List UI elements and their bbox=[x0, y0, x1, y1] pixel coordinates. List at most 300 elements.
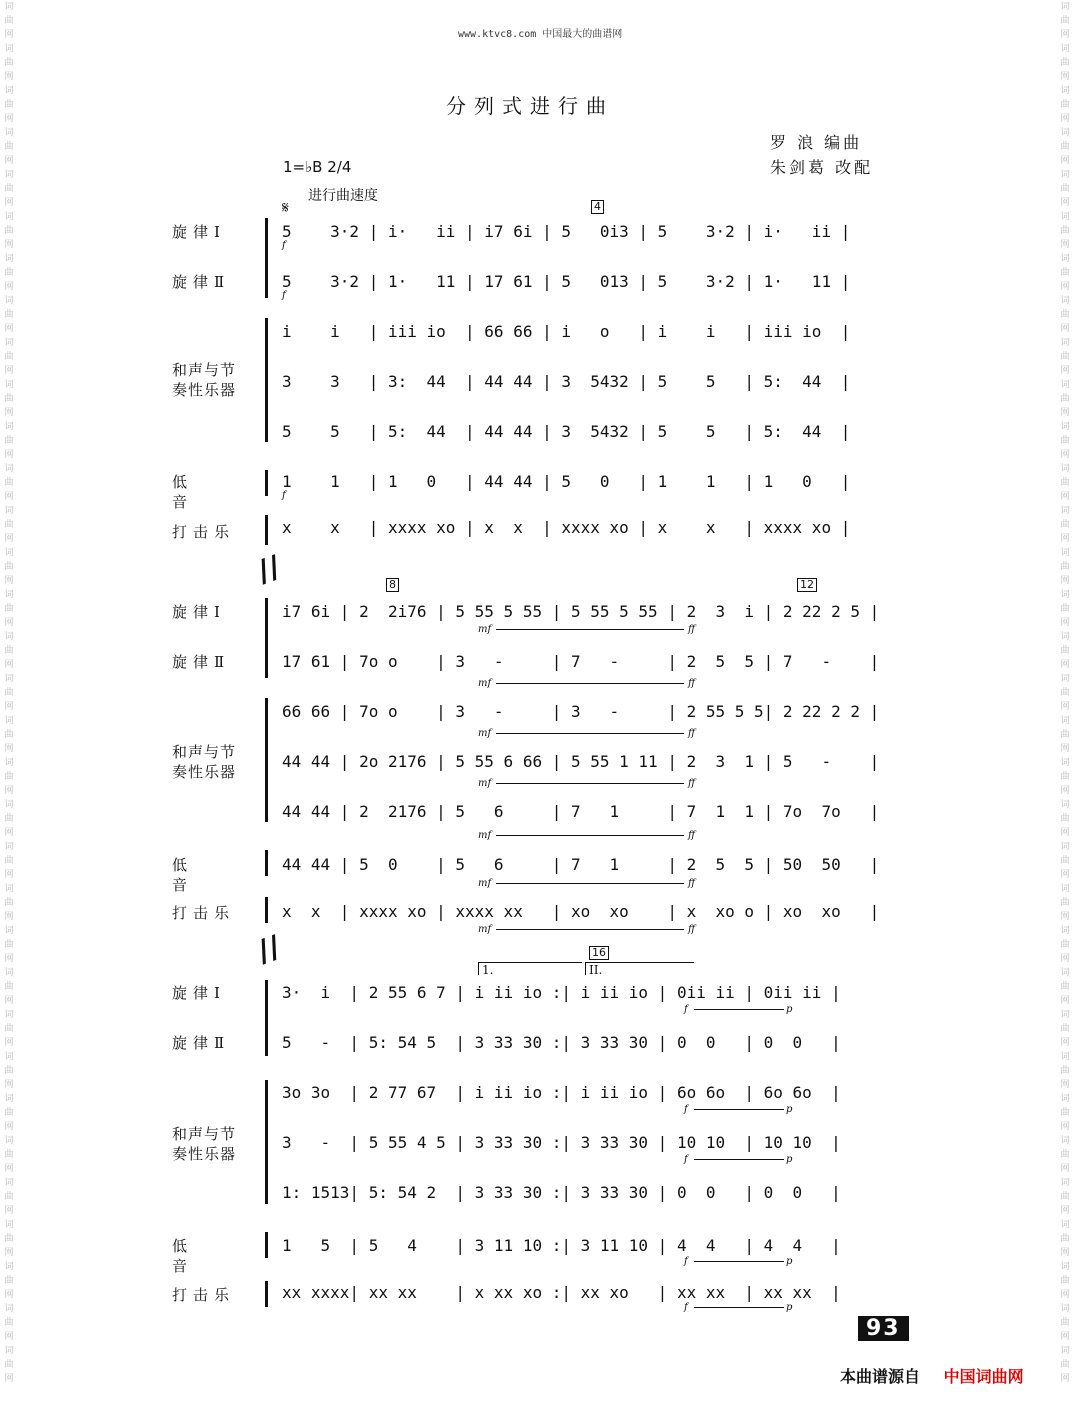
melody-bracket-s2 bbox=[265, 598, 268, 678]
dyn-ff-4: ff bbox=[688, 778, 696, 789]
watermark-char: 词 bbox=[4, 1094, 14, 1104]
watermark-char: 词 bbox=[4, 128, 14, 138]
decrescendo-2 bbox=[694, 1109, 784, 1110]
system2-melody1: i7 6i | 2 2i76 | 5 55 5 55 | 5 55 5 55 | 2 3 i | 2 22 2 5 | bbox=[282, 602, 880, 621]
watermark-char: 词 bbox=[4, 884, 14, 894]
watermark-char: 曲 bbox=[1060, 772, 1070, 782]
system3-melody1: 3· i | 2 55 6 7 | i ii io :| i ii io | 0ii ii | 0ii ii | bbox=[282, 983, 841, 1002]
dyn-f-2: f bbox=[282, 290, 286, 301]
rehearsal-mark-16: 16 bbox=[589, 946, 609, 960]
watermark-char: 网 bbox=[1060, 1290, 1070, 1300]
watermark-char: 词 bbox=[1060, 1304, 1070, 1314]
perc-bracket-s2 bbox=[265, 897, 268, 923]
watermark-char: 网 bbox=[1060, 870, 1070, 880]
watermark-char: 词 bbox=[4, 254, 14, 264]
watermark-char: 词 bbox=[4, 422, 14, 432]
watermark-char: 词 bbox=[4, 716, 14, 726]
system1-bass: 1 1 | 1 0 | 44 44 | 5 0 | 1 1 | 1 0 | bbox=[282, 472, 851, 491]
watermark-char: 曲 bbox=[1060, 310, 1070, 320]
page-number: 93 bbox=[858, 1316, 909, 1341]
watermark-char: 曲 bbox=[4, 814, 14, 824]
dyn-f-s3-2: f bbox=[684, 1104, 688, 1115]
decrescendo-4 bbox=[694, 1261, 784, 1262]
watermark-char: 曲 bbox=[4, 730, 14, 740]
decrescendo-1 bbox=[694, 1009, 784, 1010]
watermark-char: 曲 bbox=[1060, 436, 1070, 446]
watermark-char: 词 bbox=[4, 674, 14, 684]
watermark-char: 曲 bbox=[1060, 856, 1070, 866]
watermark-char: 词 bbox=[4, 1136, 14, 1146]
watermark-char: 网 bbox=[1060, 660, 1070, 670]
watermark-char: 词 bbox=[4, 338, 14, 348]
watermark-char: 曲 bbox=[1060, 226, 1070, 236]
watermark-char: 曲 bbox=[4, 184, 14, 194]
watermark-char: 网 bbox=[1060, 324, 1070, 334]
watermark-char: 曲 bbox=[1060, 478, 1070, 488]
bass-bracket-s3 bbox=[265, 1232, 268, 1258]
watermark-char: 词 bbox=[1060, 716, 1070, 726]
watermark-char: 曲 bbox=[4, 352, 14, 362]
credit-arranger: 罗 浪 编曲 bbox=[770, 133, 863, 152]
watermark-char: 网 bbox=[1060, 240, 1070, 250]
watermark-char: 网 bbox=[4, 198, 14, 208]
system1-harm2: 3 3 | 3: 44 | 44 44 | 3 5432 | 5 5 | 5: 44 | bbox=[282, 372, 851, 391]
watermark-char: 网 bbox=[1060, 534, 1070, 544]
watermark-char: 曲 bbox=[1060, 940, 1070, 950]
system-break-2: // bbox=[252, 929, 286, 970]
watermark-char: 曲 bbox=[1060, 646, 1070, 656]
decrescendo-5 bbox=[694, 1307, 784, 1308]
watermark-char: 网 bbox=[1060, 1122, 1070, 1132]
watermark-char: 词 bbox=[4, 296, 14, 306]
left-watermark-strip bbox=[0, 0, 18, 1413]
label-bass: 低音 bbox=[172, 473, 218, 511]
dyn-ff-5: ff bbox=[688, 830, 696, 841]
perc-bracket bbox=[265, 515, 268, 545]
system3-melody2: 5 - | 5: 54 5 | 3 33 30 :| 3 33 30 | 0 0 | 0 0 | bbox=[282, 1033, 841, 1052]
label-melody1-s3: 旋律Ⅰ bbox=[172, 984, 226, 1002]
dyn-mf-4: mf bbox=[478, 778, 492, 789]
watermark-char: 网 bbox=[4, 660, 14, 670]
watermark-char: 网 bbox=[4, 408, 14, 418]
watermark-char: 词 bbox=[4, 464, 14, 474]
watermark-char: 词 bbox=[1060, 590, 1070, 600]
watermark-char: 曲 bbox=[4, 1024, 14, 1034]
watermark-char: 曲 bbox=[1060, 1234, 1070, 1244]
watermark-char: 网 bbox=[1060, 1164, 1070, 1174]
watermark-char: 网 bbox=[4, 870, 14, 880]
watermark-char: 曲 bbox=[4, 268, 14, 278]
system1-harm3: 5 5 | 5: 44 | 44 44 | 3 5432 | 5 5 | 5: 44 | bbox=[282, 422, 851, 441]
label-harmony-s3: 和声与节 奏性乐器 bbox=[172, 1125, 237, 1163]
source-prefix: 本曲谱源自 bbox=[840, 1367, 921, 1386]
watermark-char: 词 bbox=[1060, 884, 1070, 894]
watermark-char: 曲 bbox=[4, 16, 14, 26]
watermark-char: 词 bbox=[1060, 548, 1070, 558]
system1-melody2: 5 3·2 | 1· 11 | 17 61 | 5 013 | 5 3·2 | 1· 11 | bbox=[282, 272, 851, 291]
watermark-char: 词 bbox=[1060, 128, 1070, 138]
watermark-char: 曲 bbox=[4, 1066, 14, 1076]
dyn-ff-6: ff bbox=[688, 878, 696, 889]
label-melody2: 旋律Ⅱ bbox=[172, 273, 231, 291]
watermark-char: 网 bbox=[1060, 1248, 1070, 1258]
watermark-char: 词 bbox=[1060, 968, 1070, 978]
dyn-p-4: p bbox=[786, 1256, 793, 1267]
watermark-char: 网 bbox=[1060, 1206, 1070, 1216]
watermark-char: 词 bbox=[1060, 926, 1070, 936]
dyn-f-s3-5: f bbox=[684, 1302, 688, 1313]
watermark-char: 曲 bbox=[4, 142, 14, 152]
watermark-char: 网 bbox=[1060, 1374, 1070, 1384]
watermark-char: 词 bbox=[1060, 1220, 1070, 1230]
dyn-p-5: p bbox=[786, 1302, 793, 1313]
watermark-char: 曲 bbox=[1060, 394, 1070, 404]
watermark-char: 词 bbox=[1060, 170, 1070, 180]
watermark-char: 曲 bbox=[4, 58, 14, 68]
system2-bass: 44 44 | 5 0 | 5 6 | 7 1 | 2 5 5 | 50 50 | bbox=[282, 855, 880, 874]
watermark-char: 曲 bbox=[4, 1318, 14, 1328]
watermark-char: 词 bbox=[4, 590, 14, 600]
watermark-char: 网 bbox=[1060, 576, 1070, 586]
watermark-char: 网 bbox=[4, 30, 14, 40]
volta-2: II. bbox=[585, 962, 694, 975]
watermark-char: 曲 bbox=[1060, 898, 1070, 908]
dyn-f-3: f bbox=[282, 490, 286, 501]
watermark-char: 曲 bbox=[4, 226, 14, 236]
watermark-char: 曲 bbox=[4, 940, 14, 950]
label-melody2-s2: 旋律Ⅱ bbox=[172, 653, 231, 671]
watermark-char: 网 bbox=[1060, 114, 1070, 124]
watermark-char: 曲 bbox=[4, 394, 14, 404]
watermark-char: 词 bbox=[1060, 1136, 1070, 1146]
system2-harm3: 44 44 | 2 2176 | 5 6 | 7 1 | 7 1 1 | 7o 7o | bbox=[282, 802, 880, 821]
watermark-char: 词 bbox=[4, 758, 14, 768]
watermark-char: 网 bbox=[4, 618, 14, 628]
watermark-char: 网 bbox=[4, 786, 14, 796]
watermark-char: 词 bbox=[4, 44, 14, 54]
watermark-char: 词 bbox=[1060, 1052, 1070, 1062]
watermark-char: 词 bbox=[4, 842, 14, 852]
system2-melody2: 17 61 | 7o o | 3 - | 7 - | 2 5 5 | 7 - | bbox=[282, 652, 880, 671]
watermark-char: 词 bbox=[4, 86, 14, 96]
watermark-char: 曲 bbox=[1060, 1024, 1070, 1034]
watermark-char: 曲 bbox=[4, 100, 14, 110]
watermark-char: 词 bbox=[1060, 464, 1070, 474]
watermark-char: 词 bbox=[1060, 44, 1070, 54]
watermark-char: 曲 bbox=[4, 562, 14, 572]
watermark-char: 网 bbox=[1060, 156, 1070, 166]
key-signature: 1=♭B 2/4 bbox=[283, 158, 352, 176]
watermark-char: 词 bbox=[1060, 842, 1070, 852]
watermark-char: 词 bbox=[4, 1010, 14, 1020]
label-harmony-s2: 和声与节 奏性乐器 bbox=[172, 743, 237, 781]
watermark-char: 网 bbox=[4, 576, 14, 586]
label-percussion-s3: 打击乐 bbox=[172, 1286, 236, 1304]
watermark-char: 词 bbox=[4, 2, 14, 12]
melody-bracket-s3 bbox=[265, 980, 268, 1056]
harmony-bracket-s2 bbox=[265, 698, 268, 822]
watermark-char: 词 bbox=[4, 632, 14, 642]
watermark-char: 网 bbox=[4, 702, 14, 712]
watermark-char: 曲 bbox=[4, 1360, 14, 1370]
watermark-char: 网 bbox=[4, 1290, 14, 1300]
watermark-char: 曲 bbox=[1060, 520, 1070, 530]
dyn-f-s3-4: f bbox=[684, 1256, 688, 1267]
watermark-char: 曲 bbox=[4, 604, 14, 614]
watermark-char: 网 bbox=[4, 450, 14, 460]
watermark-char: 词 bbox=[1060, 1346, 1070, 1356]
watermark-char: 曲 bbox=[1060, 268, 1070, 278]
system1-melody1: 5 3·2 | i· ii | i7 6i | 5 0i3 | 5 3·2 | i· ii | bbox=[282, 222, 851, 241]
watermark-char: 曲 bbox=[4, 898, 14, 908]
dyn-ff-1: ff bbox=[688, 624, 696, 635]
watermark-char: 词 bbox=[4, 1220, 14, 1230]
watermark-char: 曲 bbox=[1060, 142, 1070, 152]
watermark-char: 词 bbox=[4, 800, 14, 810]
watermark-char: 网 bbox=[4, 744, 14, 754]
watermark-char: 词 bbox=[4, 212, 14, 222]
dyn-f-s3-3: f bbox=[684, 1154, 688, 1165]
system3-perc: xx xxxx| xx xx | x xx xo :| xx xo | xx xx | xx xx | bbox=[282, 1283, 841, 1302]
watermark-char: 网 bbox=[4, 1374, 14, 1384]
system3-bass: 1 5 | 5 4 | 3 11 10 :| 3 11 10 | 4 4 | 4 4 | bbox=[282, 1236, 841, 1255]
system3-harm1: 3o 3o | 2 77 67 | i ii io :| i ii io | 6o 6o | 6o 6o | bbox=[282, 1083, 841, 1102]
watermark-char: 曲 bbox=[4, 772, 14, 782]
watermark-char: 曲 bbox=[4, 310, 14, 320]
watermark-char: 网 bbox=[4, 240, 14, 250]
watermark-char: 曲 bbox=[4, 982, 14, 992]
watermark-char: 曲 bbox=[4, 1108, 14, 1118]
watermark-char: 词 bbox=[4, 1052, 14, 1062]
watermark-char: 网 bbox=[4, 72, 14, 82]
watermark-char: 曲 bbox=[4, 1234, 14, 1244]
credit-adapter: 朱剑葛 改配 bbox=[770, 158, 874, 177]
watermark-char: 网 bbox=[1060, 996, 1070, 1006]
dyn-mf-5: mf bbox=[478, 830, 492, 841]
watermark-char: 网 bbox=[1060, 198, 1070, 208]
harmony-bracket bbox=[265, 318, 268, 442]
rehearsal-mark-4: 4 bbox=[591, 200, 604, 214]
watermark-char: 曲 bbox=[1060, 1360, 1070, 1370]
watermark-char: 词 bbox=[1060, 2, 1070, 12]
watermark-char: 网 bbox=[1060, 1080, 1070, 1090]
watermark-char: 曲 bbox=[4, 688, 14, 698]
watermark-char: 网 bbox=[4, 492, 14, 502]
watermark-char: 词 bbox=[1060, 296, 1070, 306]
label-percussion: 打击乐 bbox=[172, 523, 236, 541]
watermark-char: 曲 bbox=[1060, 1318, 1070, 1328]
watermark-char: 网 bbox=[4, 912, 14, 922]
rehearsal-mark-8: 8 bbox=[386, 578, 399, 592]
dyn-f-1: f bbox=[282, 240, 286, 251]
system3-harm2: 3 - | 5 55 4 5 | 3 33 30 :| 3 33 30 | 10 10 | 10 10 | bbox=[282, 1133, 841, 1152]
watermark-char: 词 bbox=[1060, 674, 1070, 684]
watermark-char: 曲 bbox=[1060, 58, 1070, 68]
crescendo-3 bbox=[496, 733, 684, 734]
crescendo-1 bbox=[496, 629, 684, 630]
label-melody2-s3: 旋律Ⅱ bbox=[172, 1034, 231, 1052]
watermark-char: 曲 bbox=[1060, 1276, 1070, 1286]
watermark-char: 网 bbox=[4, 1248, 14, 1258]
watermark-char: 曲 bbox=[1060, 814, 1070, 824]
watermark-char: 词 bbox=[1060, 86, 1070, 96]
watermark-char: 词 bbox=[1060, 1010, 1070, 1020]
watermark-char: 网 bbox=[1060, 912, 1070, 922]
harmony-bracket-s3 bbox=[265, 1080, 268, 1204]
watermark-char: 网 bbox=[4, 534, 14, 544]
watermark-char: 网 bbox=[1060, 1332, 1070, 1342]
watermark-char: 词 bbox=[4, 1262, 14, 1272]
watermark-char: 曲 bbox=[4, 436, 14, 446]
watermark-char: 曲 bbox=[4, 520, 14, 530]
watermark-char: 网 bbox=[1060, 492, 1070, 502]
watermark-char: 曲 bbox=[1060, 604, 1070, 614]
watermark-char: 曲 bbox=[1060, 184, 1070, 194]
watermark-char: 曲 bbox=[1060, 1066, 1070, 1076]
dyn-mf-3: mf bbox=[478, 728, 492, 739]
right-watermark-strip bbox=[1056, 0, 1074, 1413]
tempo-marking: 进行曲速度 bbox=[308, 188, 378, 204]
header-url: www.ktvc8.com 中国最大的曲谱网 bbox=[458, 29, 623, 40]
watermark-char: 曲 bbox=[4, 1276, 14, 1286]
watermark-char: 词 bbox=[4, 1304, 14, 1314]
watermark-char: 曲 bbox=[1060, 1108, 1070, 1118]
watermark-char: 网 bbox=[4, 1038, 14, 1048]
watermark-char: 网 bbox=[4, 1164, 14, 1174]
system2-harm2: 44 44 | 2o 2176 | 5 55 6 66 | 5 55 1 11 | 2 3 1 | 5 - | bbox=[282, 752, 880, 771]
watermark-char: 词 bbox=[1060, 800, 1070, 810]
dyn-p-1: p bbox=[786, 1004, 793, 1015]
system1-perc: x x | xxxx xo | x x | xxxx xo | x x | xxxx xo | bbox=[282, 518, 851, 537]
dyn-p-2: p bbox=[786, 1104, 793, 1115]
dyn-ff-3: ff bbox=[688, 728, 696, 739]
watermark-char: 曲 bbox=[1060, 688, 1070, 698]
watermark-char: 词 bbox=[4, 548, 14, 558]
watermark-char: 网 bbox=[4, 282, 14, 292]
watermark-char: 词 bbox=[4, 926, 14, 936]
watermark-char: 词 bbox=[4, 170, 14, 180]
watermark-char: 网 bbox=[4, 1332, 14, 1342]
crescendo-4 bbox=[496, 783, 684, 784]
watermark-char: 网 bbox=[4, 156, 14, 166]
watermark-char: 网 bbox=[1060, 618, 1070, 628]
watermark-char: 曲 bbox=[1060, 730, 1070, 740]
bass-bracket bbox=[265, 470, 268, 496]
watermark-char: 网 bbox=[4, 366, 14, 376]
watermark-char: 词 bbox=[1060, 212, 1070, 222]
dyn-mf-2: mf bbox=[478, 678, 492, 689]
dyn-p-3: p bbox=[786, 1154, 793, 1165]
watermark-char: 曲 bbox=[1060, 982, 1070, 992]
watermark-char: 曲 bbox=[1060, 100, 1070, 110]
watermark-char: 曲 bbox=[4, 478, 14, 488]
label-harmony: 和声与节 奏性乐器 bbox=[172, 361, 237, 399]
page-title: 分列式进行曲 bbox=[446, 94, 614, 118]
dyn-ff-7: ff bbox=[688, 924, 696, 935]
bass-bracket-s2 bbox=[265, 850, 268, 876]
segno-sign: 𝄋 bbox=[282, 198, 289, 217]
watermark-char: 词 bbox=[4, 380, 14, 390]
watermark-char: 网 bbox=[4, 828, 14, 838]
watermark-char: 网 bbox=[4, 996, 14, 1006]
watermark-char: 词 bbox=[4, 1178, 14, 1188]
watermark-char: 网 bbox=[1060, 450, 1070, 460]
watermark-char: 网 bbox=[1060, 702, 1070, 712]
label-bass-s2: 低音 bbox=[172, 856, 218, 894]
watermark-char: 网 bbox=[1060, 408, 1070, 418]
watermark-char: 词 bbox=[1060, 422, 1070, 432]
watermark-char: 曲 bbox=[1060, 1192, 1070, 1202]
watermark-char: 网 bbox=[4, 1122, 14, 1132]
watermark-char: 词 bbox=[1060, 506, 1070, 516]
watermark-char: 词 bbox=[1060, 758, 1070, 768]
rehearsal-mark-12: 12 bbox=[797, 578, 817, 592]
dyn-mf-6: mf bbox=[478, 878, 492, 889]
watermark-char: 网 bbox=[1060, 954, 1070, 964]
crescendo-7 bbox=[496, 929, 684, 930]
watermark-char: 词 bbox=[1060, 1094, 1070, 1104]
watermark-char: 曲 bbox=[4, 1150, 14, 1160]
watermark-char: 网 bbox=[1060, 744, 1070, 754]
system2-perc: x x | xxxx xo | xxxx xx | xo xo | x xo o | xo xo | bbox=[282, 902, 880, 921]
crescendo-2 bbox=[496, 683, 684, 684]
volta-1: 1. bbox=[478, 962, 582, 975]
watermark-char: 词 bbox=[1060, 632, 1070, 642]
dyn-ff-2: ff bbox=[688, 678, 696, 689]
dyn-f-s3-1: f bbox=[684, 1004, 688, 1015]
watermark-char: 词 bbox=[1060, 254, 1070, 264]
system2-harm1: 66 66 | 7o o | 3 - | 3 - | 2 55 5 5| 2 22 2 2 | bbox=[282, 702, 880, 721]
watermark-char: 网 bbox=[1060, 30, 1070, 40]
crescendo-5 bbox=[496, 835, 684, 836]
watermark-char: 曲 bbox=[1060, 352, 1070, 362]
watermark-char: 网 bbox=[4, 114, 14, 124]
label-melody1: 旋律Ⅰ bbox=[172, 223, 226, 241]
label-melody1-s2: 旋律Ⅰ bbox=[172, 603, 226, 621]
watermark-char: 网 bbox=[1060, 828, 1070, 838]
watermark-char: 网 bbox=[1060, 282, 1070, 292]
watermark-char: 曲 bbox=[4, 646, 14, 656]
watermark-char: 网 bbox=[4, 1206, 14, 1216]
watermark-char: 词 bbox=[4, 968, 14, 978]
watermark-char: 网 bbox=[4, 1080, 14, 1090]
source-credit bbox=[840, 1364, 1024, 1387]
watermark-char: 曲 bbox=[4, 1192, 14, 1202]
watermark-char: 词 bbox=[1060, 1262, 1070, 1272]
watermark-char: 网 bbox=[1060, 72, 1070, 82]
melody-bracket bbox=[265, 218, 268, 298]
watermark-char: 词 bbox=[4, 506, 14, 516]
system3-harm3: 1: 1513| 5: 54 2 | 3 33 30 :| 3 33 30 | 0 0 | 0 0 | bbox=[282, 1183, 841, 1202]
watermark-char: 词 bbox=[1060, 380, 1070, 390]
watermark-char: 词 bbox=[1060, 338, 1070, 348]
source-site-link[interactable]: 中国词曲网 bbox=[943, 1367, 1024, 1386]
watermark-char: 网 bbox=[1060, 786, 1070, 796]
label-bass-s3: 低音 bbox=[172, 1237, 218, 1275]
watermark-char: 网 bbox=[4, 324, 14, 334]
watermark-char: 曲 bbox=[1060, 16, 1070, 26]
dyn-mf-7: mf bbox=[478, 924, 492, 935]
label-percussion-s2: 打击乐 bbox=[172, 904, 236, 922]
system-break-1: // bbox=[252, 549, 286, 590]
system1-harm1: i i | iii io | 66 66 | i o | i i | iii io | bbox=[282, 322, 851, 341]
watermark-char: 网 bbox=[1060, 366, 1070, 376]
dyn-mf-1: mf bbox=[478, 624, 492, 635]
crescendo-6 bbox=[496, 883, 684, 884]
watermark-char: 曲 bbox=[4, 856, 14, 866]
watermark-char: 词 bbox=[4, 1346, 14, 1356]
watermark-char: 词 bbox=[1060, 1178, 1070, 1188]
